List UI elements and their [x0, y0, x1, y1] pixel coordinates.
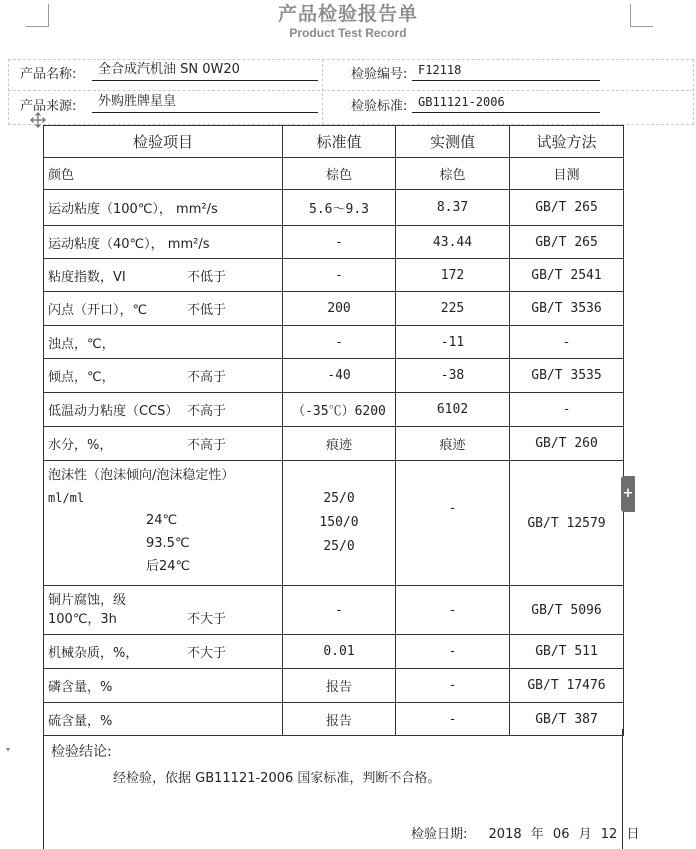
row-item-cell	[44, 190, 283, 226]
row-item-name: 磷含量，%	[48, 680, 113, 695]
row-method: GB/T 17476	[510, 669, 624, 703]
table-row	[44, 393, 624, 427]
row-method: GB/T 3535	[510, 359, 624, 393]
row-item-name: 粘度指数，VI	[48, 269, 126, 285]
row-standard: 痕迹	[283, 427, 396, 461]
row-measured: 6102	[396, 393, 510, 427]
table-row	[44, 359, 624, 393]
add-row-button[interactable]: +	[621, 476, 635, 512]
row-standard: -	[283, 226, 396, 259]
row-measured: -11	[396, 326, 510, 359]
foam-temp-3: 后24℃	[146, 559, 191, 574]
row-measured: -38	[396, 359, 510, 393]
copper-line2: 100℃，3h	[48, 612, 117, 627]
row-measured: -	[396, 635, 510, 669]
row-measured: 痕迹	[396, 427, 510, 461]
date-month: 06	[552, 827, 570, 842]
row-standard: -	[283, 326, 396, 359]
row-item-name: 低温动力粘度（CCS）	[48, 404, 179, 419]
copper-item-cell	[44, 586, 283, 635]
foam-temp-2: 93.5℃	[146, 536, 190, 551]
row-item-cell	[44, 669, 283, 703]
header-measured: 实测值	[396, 126, 510, 158]
row-item-name: 闪点（开口），℃	[48, 303, 148, 318]
inspection-no-label: 检验编号:	[351, 67, 408, 82]
row-item-cell	[44, 292, 283, 326]
row-method: GB/T 511	[510, 635, 624, 669]
row-item-cell	[44, 259, 283, 292]
row-measured: 43.44	[396, 226, 510, 259]
scroll-down-icon[interactable]: ▾	[6, 745, 11, 754]
table-row-copper	[44, 586, 624, 635]
foam-standard-1: 25/0	[323, 491, 355, 506]
row-item-name: 硫含量，%	[48, 713, 113, 729]
row-item-name: 运动粘度（100℃）， mm²/s	[48, 202, 218, 217]
row-item-cell	[44, 158, 283, 190]
foam-method-cell: GB/T 12579	[510, 461, 624, 586]
standard-field[interactable]	[412, 93, 600, 113]
row-item-cell	[44, 326, 283, 359]
row-standard: 报告	[283, 703, 396, 736]
row-item-cell	[44, 427, 283, 461]
row-method: GB/T 2541	[510, 259, 624, 292]
row-limit: 不大于	[186, 646, 226, 661]
row-standard: 0.01	[283, 635, 396, 669]
copper-measured-cell: -	[396, 586, 510, 635]
foam-item-cell	[44, 461, 283, 586]
row-measured: -	[396, 669, 510, 703]
row-measured: -	[396, 703, 510, 736]
row-method: -	[510, 326, 624, 359]
row-limit: 不高于	[186, 370, 226, 385]
header-method: 试验方法	[510, 126, 624, 158]
row-standard: 200	[283, 292, 396, 326]
row-standard: （-35℃）6200	[283, 393, 396, 427]
row-item-cell	[44, 635, 283, 669]
date-label: 检验日期:	[411, 827, 468, 842]
product-source-field[interactable]	[92, 93, 318, 113]
row-item-name: 颜色	[48, 168, 75, 183]
row-measured: 225	[396, 292, 510, 326]
row-item-cell	[44, 359, 283, 393]
conclusion-label: 检验结论:	[51, 744, 112, 760]
row-standard: 报告	[283, 669, 396, 703]
row-method: GB/T 265	[510, 190, 624, 226]
copper-limit: 不大于	[186, 612, 226, 627]
header-item: 检验项目	[44, 126, 283, 158]
table-row	[44, 259, 624, 292]
row-item-cell	[44, 226, 283, 259]
conclusion-text: 经检验，依据 GB11121-2006 国家标准，判断不合格。	[113, 771, 441, 786]
product-name-value: 全合成汽机油 SN 0W20	[98, 62, 240, 77]
test-results-table	[43, 125, 624, 736]
row-item-name: 机械杂质，%，	[48, 646, 139, 661]
inspection-date	[411, 823, 644, 842]
row-method: 目测	[510, 158, 624, 190]
row-method: GB/T 265	[510, 226, 624, 259]
table-header-row	[44, 126, 624, 158]
row-standard: -	[283, 259, 396, 292]
table-row	[44, 292, 624, 326]
row-standard: -40	[283, 359, 396, 393]
row-standard: 5.6～9.3	[283, 190, 396, 226]
foam-item-name: 泡沫性（泡沫倾向/泡沫稳定性）	[48, 468, 235, 483]
table-row	[44, 669, 624, 703]
table-row	[44, 158, 624, 190]
table-row	[44, 635, 624, 669]
product-name-label: 产品名称:	[20, 67, 77, 82]
foam-measured-cell: -	[396, 461, 510, 586]
row-standard: 棕色	[283, 158, 396, 190]
foam-standard-cell	[283, 461, 396, 586]
date-day-unit: 日	[626, 827, 640, 842]
foam-temp-1: 24℃	[146, 513, 178, 528]
foam-unit: ml/ml	[48, 491, 85, 505]
title-chinese: 产品检验报告单	[277, 3, 418, 25]
table-row	[44, 226, 624, 259]
table-row	[44, 326, 624, 359]
inspection-no-value: F12118	[418, 63, 462, 77]
copper-method-cell: GB/T 5096	[510, 586, 624, 635]
header-standard: 标准值	[283, 126, 396, 158]
row-measured: 8.37	[396, 190, 510, 226]
standard-value: GB11121-2006	[418, 95, 505, 109]
date-month-unit: 月	[578, 827, 592, 842]
info-vertical-divider	[322, 59, 323, 125]
row-item-name: 运动粘度（40℃）， mm²/s	[48, 236, 210, 252]
row-method: GB/T 3536	[510, 292, 624, 326]
product-name-field[interactable]	[92, 61, 318, 81]
date-day: 12	[600, 827, 618, 842]
date-year: 2018	[488, 827, 522, 842]
table-row	[44, 427, 624, 461]
row-measured: 172	[396, 259, 510, 292]
table-row	[44, 190, 624, 226]
inspection-no-field[interactable]	[412, 61, 600, 81]
row-measured: 棕色	[396, 158, 510, 190]
table-row-foam	[44, 461, 624, 586]
row-method: -	[510, 393, 624, 427]
row-item-name: 水分，%，	[48, 438, 113, 453]
row-limit: 不低于	[186, 303, 226, 318]
row-limit: 不高于	[186, 404, 226, 419]
row-limit: 不低于	[186, 269, 226, 285]
copper-line1: 铜片腐蚀，级	[48, 593, 127, 608]
row-item-name: 浊点，℃，	[48, 336, 115, 352]
row-limit: 不高于	[186, 438, 226, 453]
info-divider	[8, 90, 694, 91]
row-method: GB/T 260	[510, 427, 624, 461]
document-title	[0, 2, 696, 40]
row-item-name: 倾点，℃，	[48, 370, 115, 385]
foam-standard-2: 150/0	[319, 515, 359, 530]
row-item-cell	[44, 393, 283, 427]
foam-standard-3: 25/0	[323, 539, 355, 554]
standard-label: 检验标准:	[351, 99, 408, 114]
product-source-label: 产品来源:	[20, 99, 77, 114]
product-source-value: 外购胜牌星皇	[98, 94, 177, 109]
copper-standard-cell: -	[283, 586, 396, 635]
date-year-unit: 年	[530, 827, 544, 842]
title-english: Product Test Record	[289, 26, 407, 40]
row-method: GB/T 387	[510, 703, 624, 736]
